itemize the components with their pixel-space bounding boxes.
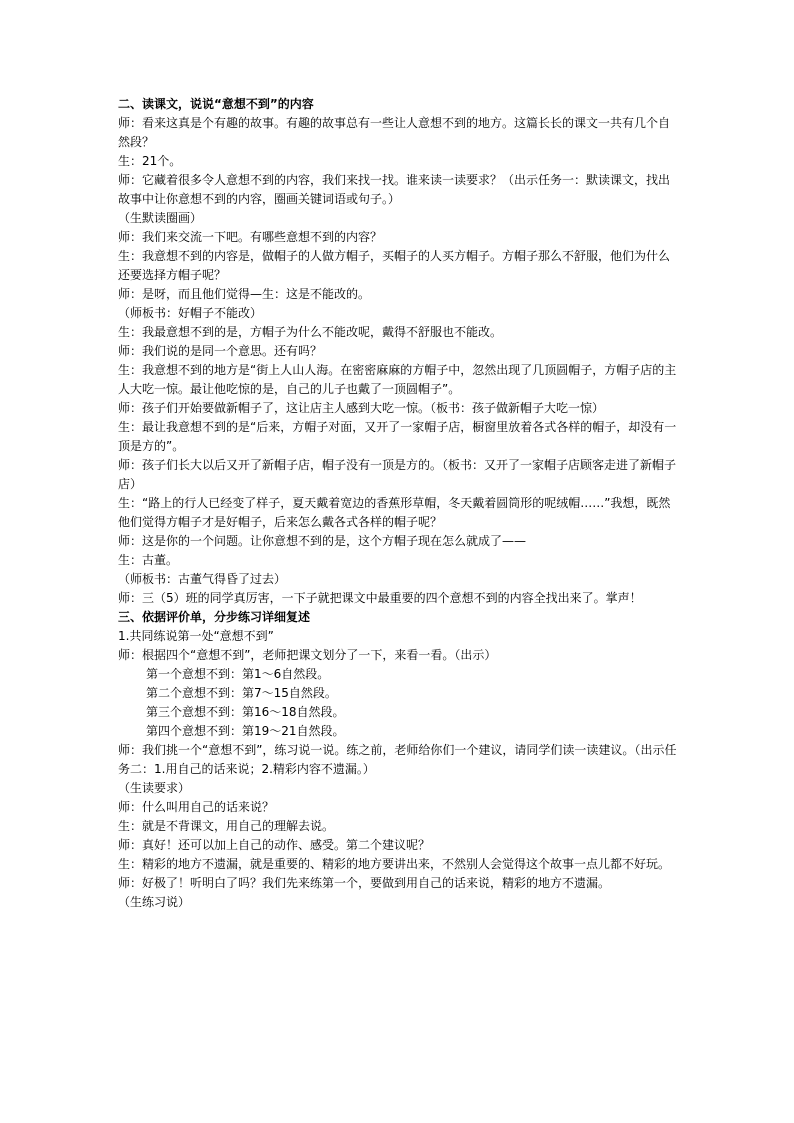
- paragraph: 1.共同练说第一处“意想不到”: [118, 629, 274, 643]
- paragraph: 师：好极了！听明白了吗？我们先来练第一个，要做到用自己的话来说，精彩的地方不遗漏。: [118, 876, 611, 890]
- document-body: [118, 95, 678, 912]
- paragraph: 师：真好！还可以加上自己的动作、感受。第二个建议呢？: [118, 838, 431, 852]
- paragraph: 生：古董。: [118, 553, 179, 567]
- paragraph: 师：孩子们开始要做新帽子了，这让店主人感到大吃一惊。（板书：孩子做新帽子大吃一惊）: [118, 401, 605, 415]
- paragraph: 师：我们来交流一下吧。有哪些意想不到的内容？: [118, 230, 383, 244]
- paragraph: 师：我们说的是同一个意思。还有吗？: [118, 344, 323, 358]
- paragraph: 生：21个。: [118, 154, 182, 168]
- paragraph: 第二个意想不到：第7～15自然段。: [146, 686, 337, 700]
- paragraph: 生：我最意想不到的是，方帽子为什么不能改呢，戴得不舒服也不能改。: [118, 325, 503, 339]
- paragraph: 师：什么叫用自己的话来说？: [118, 800, 275, 814]
- paragraph: 师：这是你的一个问题。让你意想不到的是，这个方帽子现在怎么就成了——: [118, 534, 527, 548]
- paragraph: （师板书：古董气得昏了过去）: [118, 572, 287, 586]
- paragraph: 第四个意想不到：第19～21自然段。: [146, 724, 345, 738]
- section-heading: 三、依据评价单，分步练习详细复述: [118, 610, 311, 624]
- paragraph: 生：最让我意想不到的是“后来，方帽子对面，又开了一家帽子店，橱窗里放着各式各样的帽子，却没有一顶是方的”。: [118, 420, 677, 453]
- paragraph: （生默读圈画）: [118, 211, 203, 225]
- paragraph: 第一个意想不到：第1～6自然段。: [146, 667, 330, 681]
- paragraph: 师：它藏着很多令人意想不到的内容，我们来找一找。谁来读一读要求？（出示任务一：默读课文，找出故事中让你意想不到的内容，圈画关键词语或句子。）: [118, 173, 671, 206]
- paragraph: 师：我们挑一个“意想不到”，练习说一说。练之前，老师给你们一个建议，请同学们读一读建议。（出示任务二：1.用自己的话来说；2.精彩内容不遗漏。）: [118, 743, 677, 776]
- section-heading: 二、读课文，说说“意想不到”的内容: [118, 97, 314, 111]
- paragraph: （师板书：好帽子不能改）: [118, 306, 263, 320]
- paragraph: 师：是呀，而且他们觉得—生：这是不能改的。: [118, 287, 371, 301]
- paragraph: 生：“路上的行人已经变了样子，夏天戴着宽边的香蕉形草帽，冬天戴着圆筒形的呢绒帽……”我想，既然他们觉得方帽子才是好帽子，后来怎么戴各式各样的帽子呢？: [118, 496, 671, 529]
- paragraph: 生：精彩的地方不遗漏，就是重要的、精彩的地方要讲出来，不然别人会觉得这个故事一点儿都不好玩。: [118, 857, 671, 871]
- paragraph: （生练习说）: [118, 895, 191, 909]
- paragraph: 生：我意想不到的内容是，做帽子的人做方帽子，买帽子的人买方帽子。方帽子那么不舒服，他们为什么还要选择方帽子呢？: [118, 249, 671, 282]
- paragraph: 师：三（5）班的同学真厉害，一下子就把课文中最重要的四个意想不到的内容全找出来了。掌声！: [118, 591, 642, 605]
- paragraph: 师：看来这真是个有趣的故事。有趣的故事总有一些让人意想不到的地方。这篇长长的课文一共有几个自然段？: [118, 116, 671, 149]
- paragraph: （生读要求）: [118, 781, 191, 795]
- paragraph: 师：根据四个“意想不到”，老师把课文划分了一下，来看一看。（出示）: [118, 648, 497, 662]
- paragraph: 第三个意想不到：第16～18自然段。: [146, 705, 345, 719]
- paragraph: 生：我意想不到的地方是“街上人山人海。在密密麻麻的方帽子中，忽然出现了几顶圆帽子，方帽子店的主人大吃一惊。最让他吃惊的是，自己的儿子也戴了一顶圆帽子”。: [118, 363, 677, 396]
- paragraph: 生：就是不背课文，用自己的理解去说。: [118, 819, 335, 833]
- paragraph: 师：孩子们长大以后又开了新帽子店，帽子没有一顶是方的。（板书：又开了一家帽子店顾客走进了新帽子店）: [118, 458, 677, 491]
